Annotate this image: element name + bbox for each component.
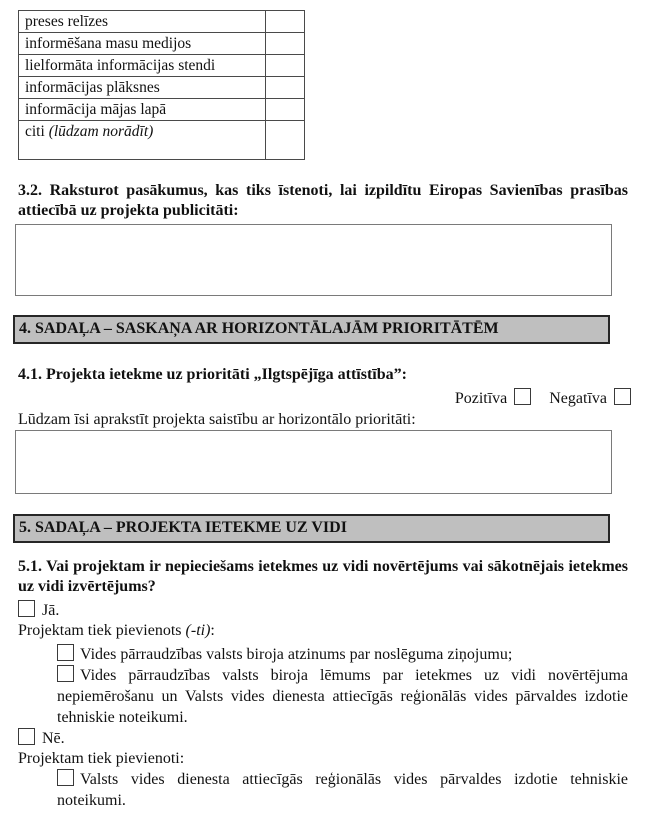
attached-singular-italic: (-ti) (185, 622, 211, 639)
row-label (19, 77, 266, 99)
question-4-1: 4.1. Projekta ietekme uz prioritāti „Ilgtspējīga attīstība”: (18, 366, 407, 383)
checkbox-cell[interactable] (266, 33, 305, 55)
checkbox-cell[interactable] (266, 121, 305, 160)
no-checkbox[interactable] (18, 728, 35, 745)
attachment-3-checkbox[interactable] (57, 769, 74, 786)
attached-plural-label: Projektam tiek pievienoti: (18, 750, 185, 767)
no-label: Nē. (42, 730, 65, 747)
yes-option (18, 600, 628, 621)
attachment-option-3 (57, 769, 628, 811)
row-label (19, 33, 266, 55)
table-row (19, 55, 305, 77)
row-label-text: informācijas plāksnes (25, 79, 160, 96)
row-label (19, 99, 266, 121)
checkbox-cell[interactable] (266, 99, 305, 121)
positive-negative-row (18, 388, 631, 410)
row-label-italic: (lūdzam norādīt) (48, 123, 154, 140)
attachment-2-label: Vides pārraudzības valsts biroja lēmums par ietekmes uz vidi novērtējuma nepiemērošanu un Valsts vides dienesta attiecīgās reģionālās vides pārvaldes izdotie tehniskie noteikumi. (57, 667, 628, 726)
checkbox-cell[interactable] (266, 77, 305, 99)
attached-singular-label (18, 621, 628, 641)
attachment-1-checkbox[interactable] (57, 644, 74, 661)
table-row (19, 121, 305, 160)
positive-label: Pozitīva (454, 390, 508, 407)
question-3-2: 3.2. Raksturot pasākumus, kas tiks īstenoti, lai izpildītu Eiropas Savienības prasības attiecībā uz projekta publicitāti: (18, 182, 628, 219)
yes-checkbox[interactable] (18, 600, 35, 617)
answer-box-3-2[interactable] (15, 224, 612, 296)
answer-box-4-1[interactable] (15, 430, 612, 494)
attachment-3-label: Valsts vides dienesta attiecīgās reģionālās vides pārvaldes izdotie tehniskie noteikumi. (57, 771, 628, 809)
table-row (19, 99, 305, 121)
no-option (18, 728, 628, 749)
attachment-option-2 (57, 665, 628, 728)
row-label-text: informācija mājas lapā (25, 101, 167, 118)
table-row (19, 77, 305, 99)
describe-priority-label: Lūdzam īsi aprakstīt projekta saistību ar horizontālo prioritāti: (18, 411, 416, 428)
positive-checkbox[interactable] (514, 388, 531, 405)
row-label (19, 55, 266, 77)
section-5-header: 5. SADAĻA – PROJEKTA IETEKME UZ VIDI (13, 514, 610, 543)
row-label-text: preses relīzes (25, 13, 109, 30)
attached-singular-pre: Projektam tiek pievienots (18, 622, 186, 639)
row-label-text: citi (25, 123, 49, 140)
attachment-2-checkbox[interactable] (57, 665, 74, 682)
negative-checkbox[interactable] (614, 388, 631, 405)
publicity-options-table (18, 10, 305, 160)
row-label (19, 121, 266, 160)
section-4-header: 4. SADAĻA – SASKAŅA AR HORIZONTĀLAJĀM PRIORITĀTĒM (13, 315, 610, 344)
question-5-1: 5.1. Vai projektam ir nepieciešams ietekmes uz vidi novērtējums vai sākotnējais ietekmes uz vidi izvērtējums? (18, 558, 628, 595)
attachment-option-1 (57, 644, 628, 665)
negative-label: Negatīva (549, 390, 607, 407)
table-row (19, 11, 305, 33)
row-label (19, 11, 266, 33)
checkbox-cell[interactable] (266, 55, 305, 77)
attached-singular-post: : (210, 622, 215, 639)
checkbox-cell[interactable] (266, 11, 305, 33)
table-row (19, 33, 305, 55)
yes-label: Jā. (42, 602, 60, 619)
attachment-1-label: Vides pārraudzības valsts biroja atzinums par noslēguma ziņojumu; (80, 646, 513, 663)
row-label-text: informēšana masu medijos (25, 35, 192, 52)
row-label-text: lielformāta informācijas stendi (25, 57, 216, 74)
